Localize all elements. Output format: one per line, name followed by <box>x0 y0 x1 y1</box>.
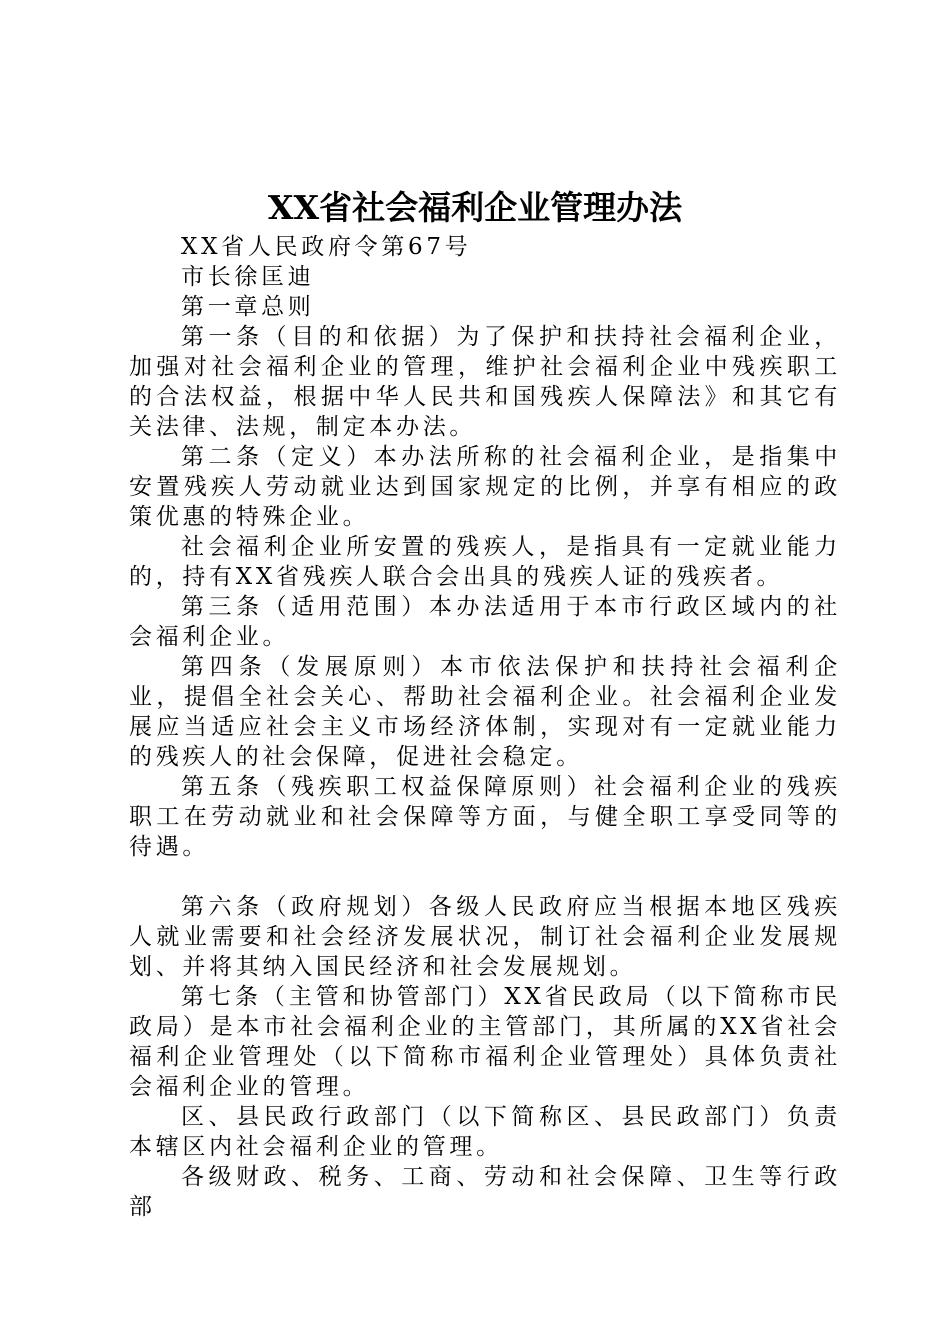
article-paragraph: 第三条（适用范围）本办法适用于本市行政区域内的社会福利企业。 <box>129 594 841 650</box>
article-paragraph: 第一条（目的和依据）为了保护和扶持社会福利企业，加强对社会福利企业的管理，维护社会福利企业中残疾职工的合法权益，根据中华人民共和国残疾人保障法》和其它有关法律、法规，制定本办法。 <box>129 324 841 440</box>
article-paragraph: 各级财政、税务、工商、劳动和社会保障、卫生等行政部 <box>129 1164 841 1220</box>
article-paragraph: 第二条（定义）本办法所称的社会福利企业，是指集中安置残疾人劳动就业达到国家规定的比例，并享有相应的政策优惠的特殊企业。 <box>129 444 841 530</box>
chapter-heading: 第一章总则 <box>181 294 315 320</box>
article-paragraph: 第四条（发展原则）本市依法保护和扶持社会福利企业，提倡全社会关心、帮助社会福利企业。社会福利企业发展应当适应社会主义市场经济体制，实现对有一定就业能力的残疾人的社会保障，促进社会稳定。 <box>129 654 841 770</box>
decree-number-line: XX省人民政府令第67号 <box>181 234 472 260</box>
article-paragraph: 区、县民政行政部门（以下简称区、县民政部门）负责本辖区内社会福利企业的管理。 <box>129 1104 841 1160</box>
mayor-line: 市长徐匡迪 <box>181 264 315 290</box>
document-title: XX省社会福利企业管理办法 <box>267 188 683 227</box>
document-body <box>129 232 841 1222</box>
article-paragraph: 第五条（残疾职工权益保障原则）社会福利企业的残疾职工在劳动就业和社会保障等方面，与健全职工享受同等的待遇。 <box>129 774 841 860</box>
article-paragraph: 第七条（主管和协管部门）XX省民政局（以下简称市民政局）是本市社会福利企业的主管部门，其所属的XX省社会福利企业管理处（以下简称市福利企业管理处）具体负责社会福利企业的管理。 <box>129 984 841 1100</box>
article-paragraph: 社会福利企业所安置的残疾人，是指具有一定就业能力的，持有XX省残疾人联合会出具的残疾人证的残疾者。 <box>129 534 841 590</box>
article-paragraph: 第六条（政府规划）各级人民政府应当根据本地区残疾人就业需要和社会经济发展状况，制订社会福利企业发展规划、并将其纳入国民经济和社会发展规划。 <box>129 894 841 980</box>
